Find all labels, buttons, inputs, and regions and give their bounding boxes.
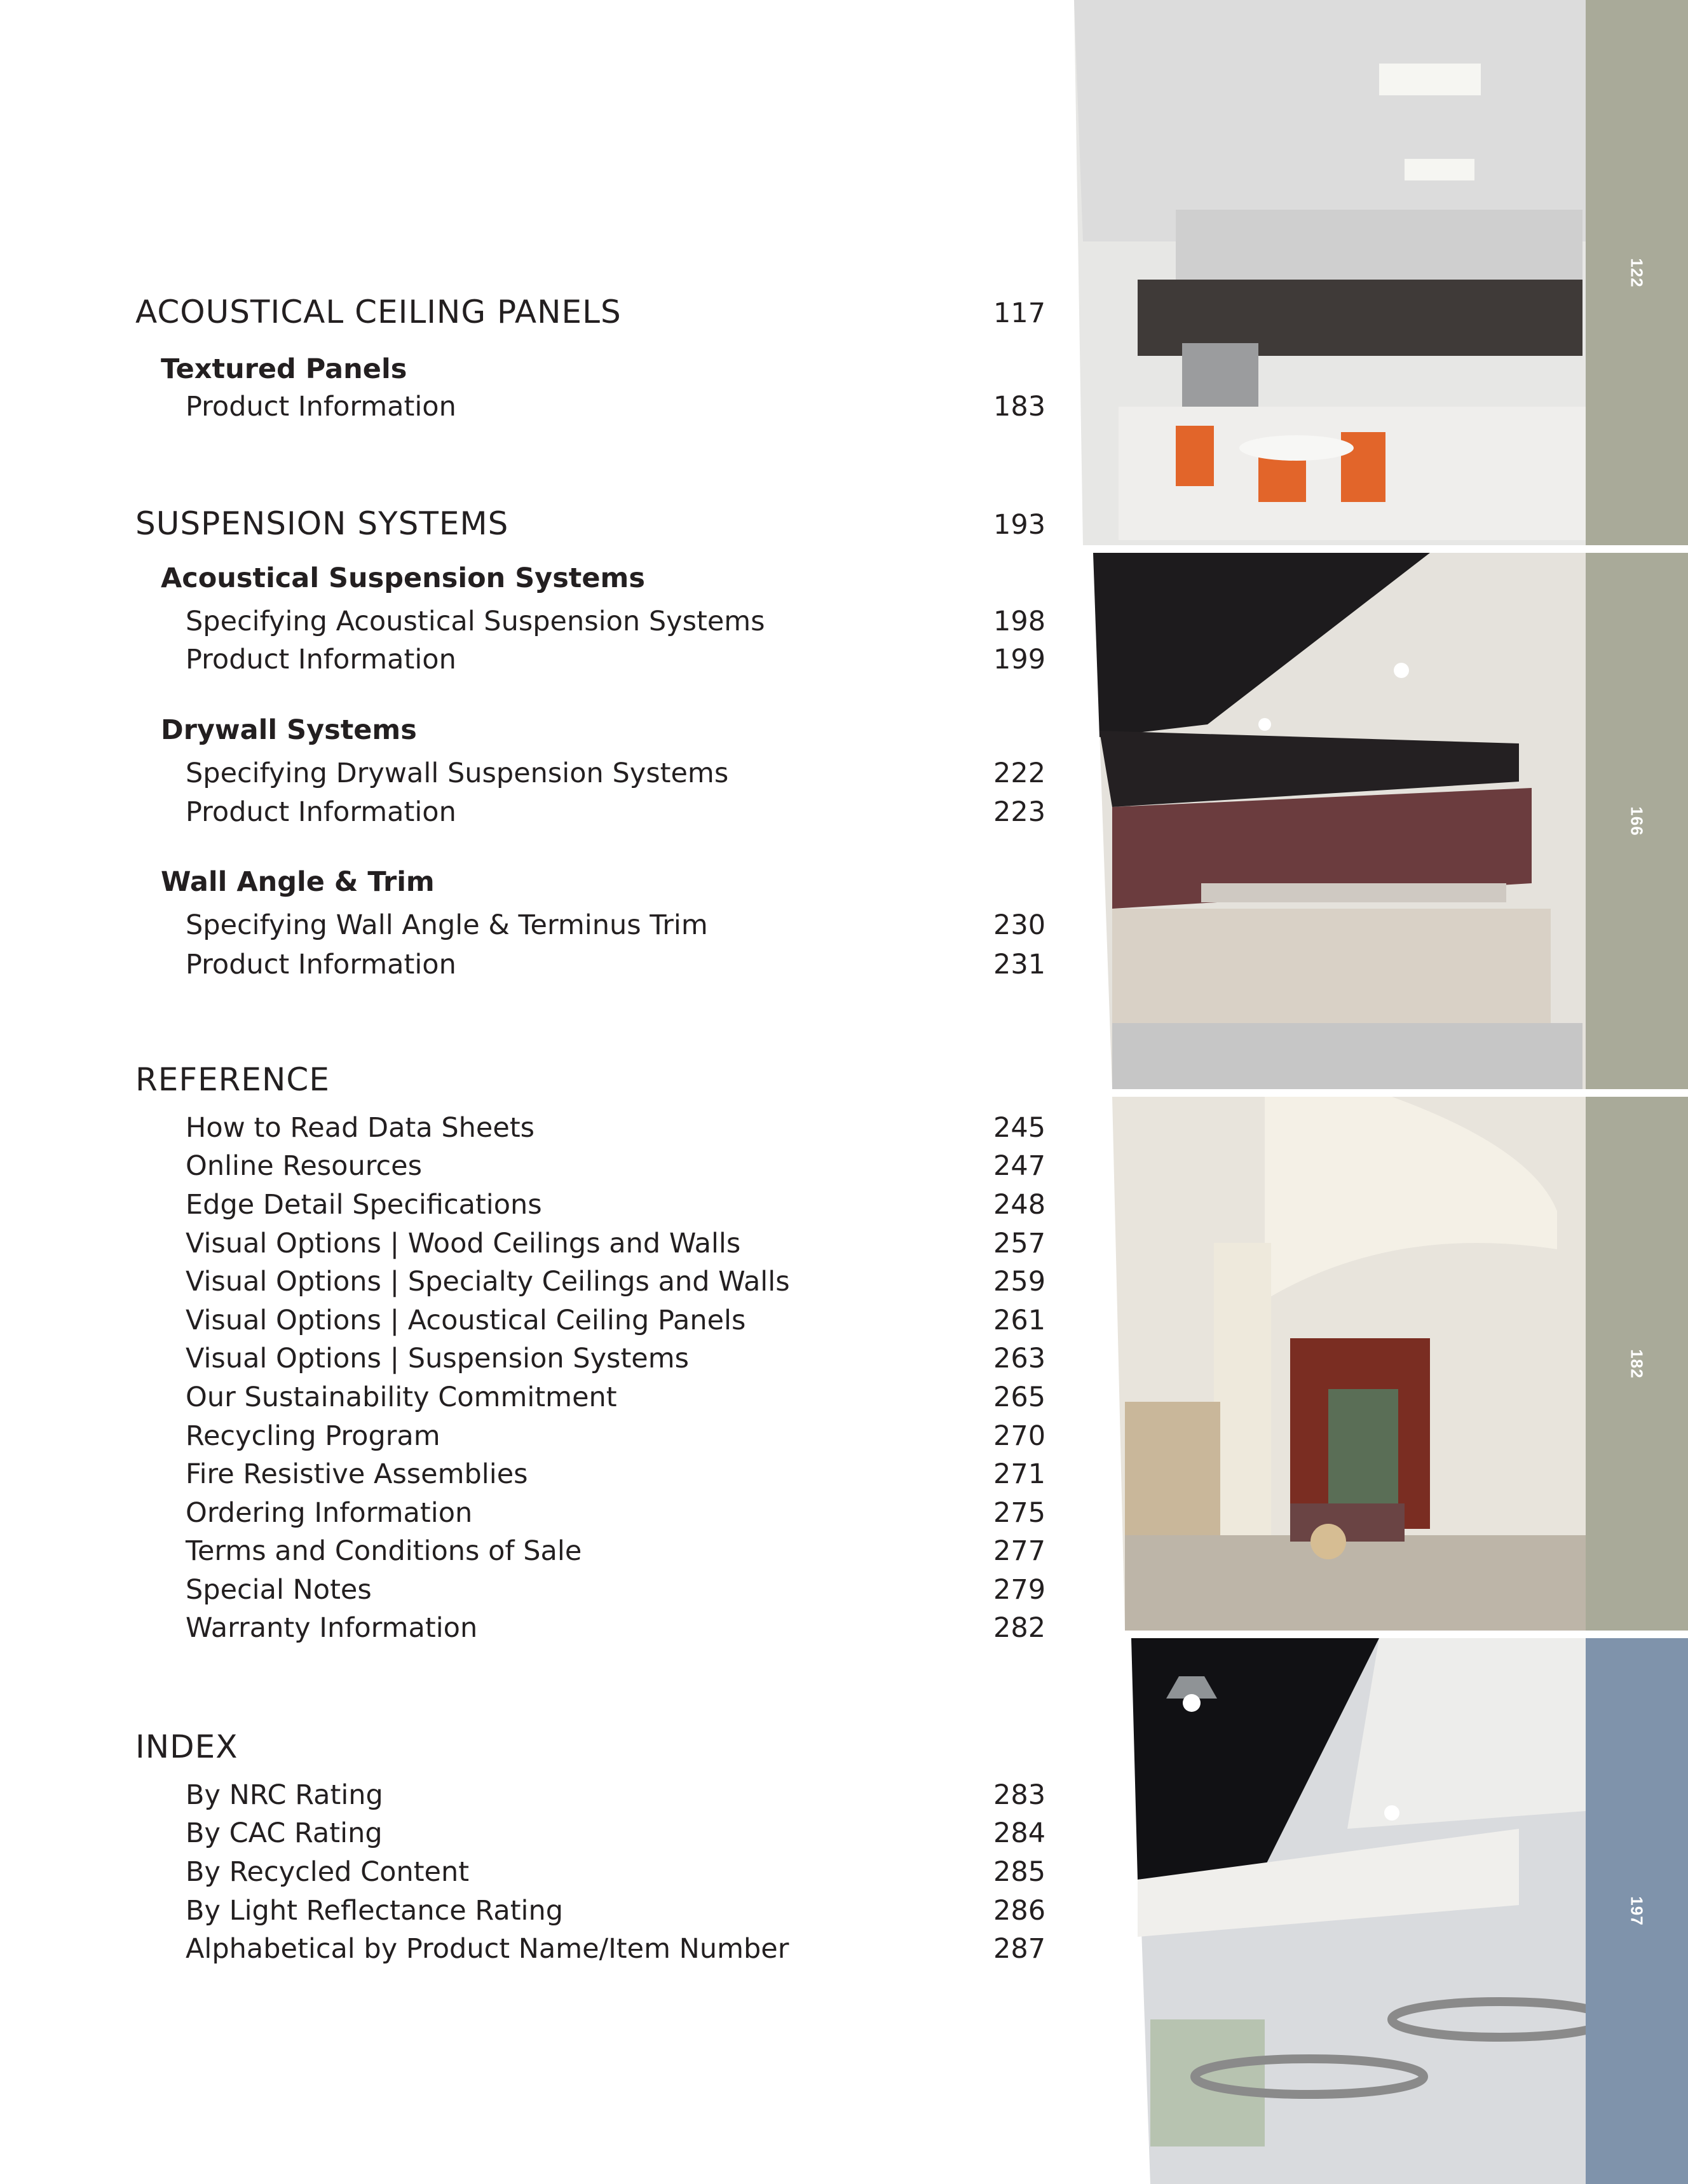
toc-entry[interactable] — [0, 1574, 1068, 1609]
entry-page: 263 — [993, 1343, 1046, 1374]
toc-entry[interactable] — [0, 1266, 1068, 1301]
entry-label: Terms and Conditions of Sale — [186, 1535, 582, 1567]
entry-page: 261 — [993, 1305, 1046, 1336]
toc-entry[interactable] — [0, 1779, 1068, 1814]
entry-page: 284 — [993, 1817, 1046, 1849]
entry-page: 283 — [993, 1779, 1046, 1811]
entry-label: Visual Options | Specialty Ceilings and Walls — [186, 1266, 790, 1298]
toc-entry[interactable] — [0, 1933, 1068, 1968]
entry-label: Our Sustainability Commitment — [186, 1381, 617, 1413]
subsection-drywall-systems: Drywall Systems — [161, 714, 417, 746]
toc-entry[interactable] — [0, 796, 1068, 831]
toc-entry[interactable] — [0, 606, 1068, 641]
toc-entry[interactable] — [0, 1420, 1068, 1455]
toc-entry[interactable] — [0, 644, 1068, 679]
toc-entry[interactable] — [0, 1817, 1068, 1852]
entry-page: 198 — [993, 606, 1046, 637]
toc-entry[interactable] — [0, 1305, 1068, 1340]
entry-label: Specifying Acoustical Suspension Systems — [186, 606, 765, 637]
section-title: INDEX — [135, 1728, 238, 1765]
entry-label: By Recycled Content — [186, 1856, 470, 1888]
entry-page: 265 — [993, 1381, 1046, 1413]
entry-page: 287 — [993, 1933, 1046, 1965]
side-tab-label: 182 — [1627, 1348, 1647, 1379]
toc-entry[interactable] — [0, 1228, 1068, 1263]
section-title: REFERENCE — [135, 1061, 330, 1098]
entry-label: Online Resources — [186, 1150, 422, 1182]
entry-page: 279 — [993, 1574, 1046, 1606]
section-reference[interactable] — [135, 1061, 330, 1098]
toc-entry[interactable] — [0, 949, 1068, 984]
side-tab-label: 122 — [1627, 257, 1647, 288]
photo-column — [1074, 0, 1688, 2184]
entry-label: Alphabetical by Product Name/Item Number — [186, 1933, 789, 1965]
entry-page: 257 — [993, 1228, 1046, 1259]
section-index[interactable] — [135, 1728, 238, 1765]
toc-entry[interactable] — [0, 391, 1068, 426]
entry-label: By CAC Rating — [186, 1817, 383, 1849]
toc-entry[interactable] — [0, 1895, 1068, 1930]
entry-label: Warranty Information — [186, 1612, 478, 1644]
section-page-number: 117 — [993, 297, 1046, 329]
photo-open-ceiling — [1074, 1638, 1688, 2184]
side-tab[interactable] — [1586, 1097, 1688, 1631]
toc-entry[interactable] — [0, 1612, 1068, 1647]
photo-lobby — [1074, 1097, 1688, 1631]
entry-page: 285 — [993, 1856, 1046, 1888]
entry-label: Visual Options | Acoustical Ceiling Panels — [186, 1305, 746, 1336]
entry-label: Specifying Drywall Suspension Systems — [186, 757, 729, 789]
side-tab[interactable] — [1586, 553, 1688, 1089]
entry-label: Product Information — [186, 391, 456, 423]
entry-label: Special Notes — [186, 1574, 372, 1606]
photo-auditorium — [1074, 553, 1688, 1089]
entry-label: How to Read Data Sheets — [186, 1112, 535, 1144]
entry-page: 231 — [993, 949, 1046, 980]
entry-label: Product Information — [186, 796, 456, 828]
entry-page: 271 — [993, 1458, 1046, 1490]
photo-break-room — [1074, 0, 1688, 545]
toc-entry[interactable] — [0, 1381, 1068, 1416]
toc-entry[interactable] — [0, 1112, 1068, 1147]
entry-page: 183 — [993, 391, 1046, 423]
entry-page: 248 — [993, 1189, 1046, 1221]
section-acoustical-ceiling-panels[interactable] — [135, 294, 622, 330]
entry-page: 223 — [993, 796, 1046, 828]
toc-entry[interactable] — [0, 1458, 1068, 1493]
side-tab-label: 197 — [1627, 1896, 1647, 1926]
entry-label: By Light Reflectance Rating — [186, 1895, 564, 1927]
entry-page: 222 — [993, 757, 1046, 789]
entry-label: Specifying Wall Angle & Terminus Trim — [186, 909, 708, 941]
subsection-acoustical-suspension: Acoustical Suspension Systems — [161, 562, 645, 594]
toc-entry[interactable] — [0, 1150, 1068, 1185]
toc-entry[interactable] — [0, 757, 1068, 792]
entry-page: 259 — [993, 1266, 1046, 1298]
side-tab-label: 166 — [1627, 806, 1647, 836]
toc-entry[interactable] — [0, 1189, 1068, 1224]
side-tab[interactable] — [1586, 1638, 1688, 2184]
entry-label: Edge Detail Specifications — [186, 1189, 542, 1221]
section-suspension-systems[interactable] — [135, 505, 508, 542]
entry-page: 277 — [993, 1535, 1046, 1567]
toc-entry[interactable] — [0, 1497, 1068, 1532]
entry-label: Recycling Program — [186, 1420, 440, 1452]
entry-page: 282 — [993, 1612, 1046, 1644]
section-page-number: 193 — [993, 509, 1046, 541]
subsection-textured-panels: Textured Panels — [161, 353, 407, 385]
side-tab[interactable] — [1586, 0, 1688, 545]
entry-page: 230 — [993, 909, 1046, 941]
subsection-wall-angle-trim: Wall Angle & Trim — [161, 866, 435, 898]
entry-page: 270 — [993, 1420, 1046, 1452]
entry-page: 247 — [993, 1150, 1046, 1182]
section-title: ACOUSTICAL CEILING PANELS — [135, 294, 622, 330]
toc-entry[interactable] — [0, 1535, 1068, 1570]
entry-page: 275 — [993, 1497, 1046, 1529]
entry-label: Fire Resistive Assemblies — [186, 1458, 528, 1490]
entry-page: 286 — [993, 1895, 1046, 1927]
toc-entry[interactable] — [0, 1856, 1068, 1891]
entry-label: Product Information — [186, 644, 456, 675]
toc-entry[interactable] — [0, 909, 1068, 944]
entry-label: Ordering Information — [186, 1497, 473, 1529]
toc-entry[interactable] — [0, 1343, 1068, 1378]
section-title: SUSPENSION SYSTEMS — [135, 505, 509, 542]
entry-label: Visual Options | Wood Ceilings and Walls — [186, 1228, 741, 1259]
entry-label: Product Information — [186, 949, 456, 980]
entry-page: 245 — [993, 1112, 1046, 1144]
entry-label: Visual Options | Suspension Systems — [186, 1343, 690, 1374]
entry-page: 199 — [993, 644, 1046, 675]
entry-label: By NRC Rating — [186, 1779, 383, 1811]
